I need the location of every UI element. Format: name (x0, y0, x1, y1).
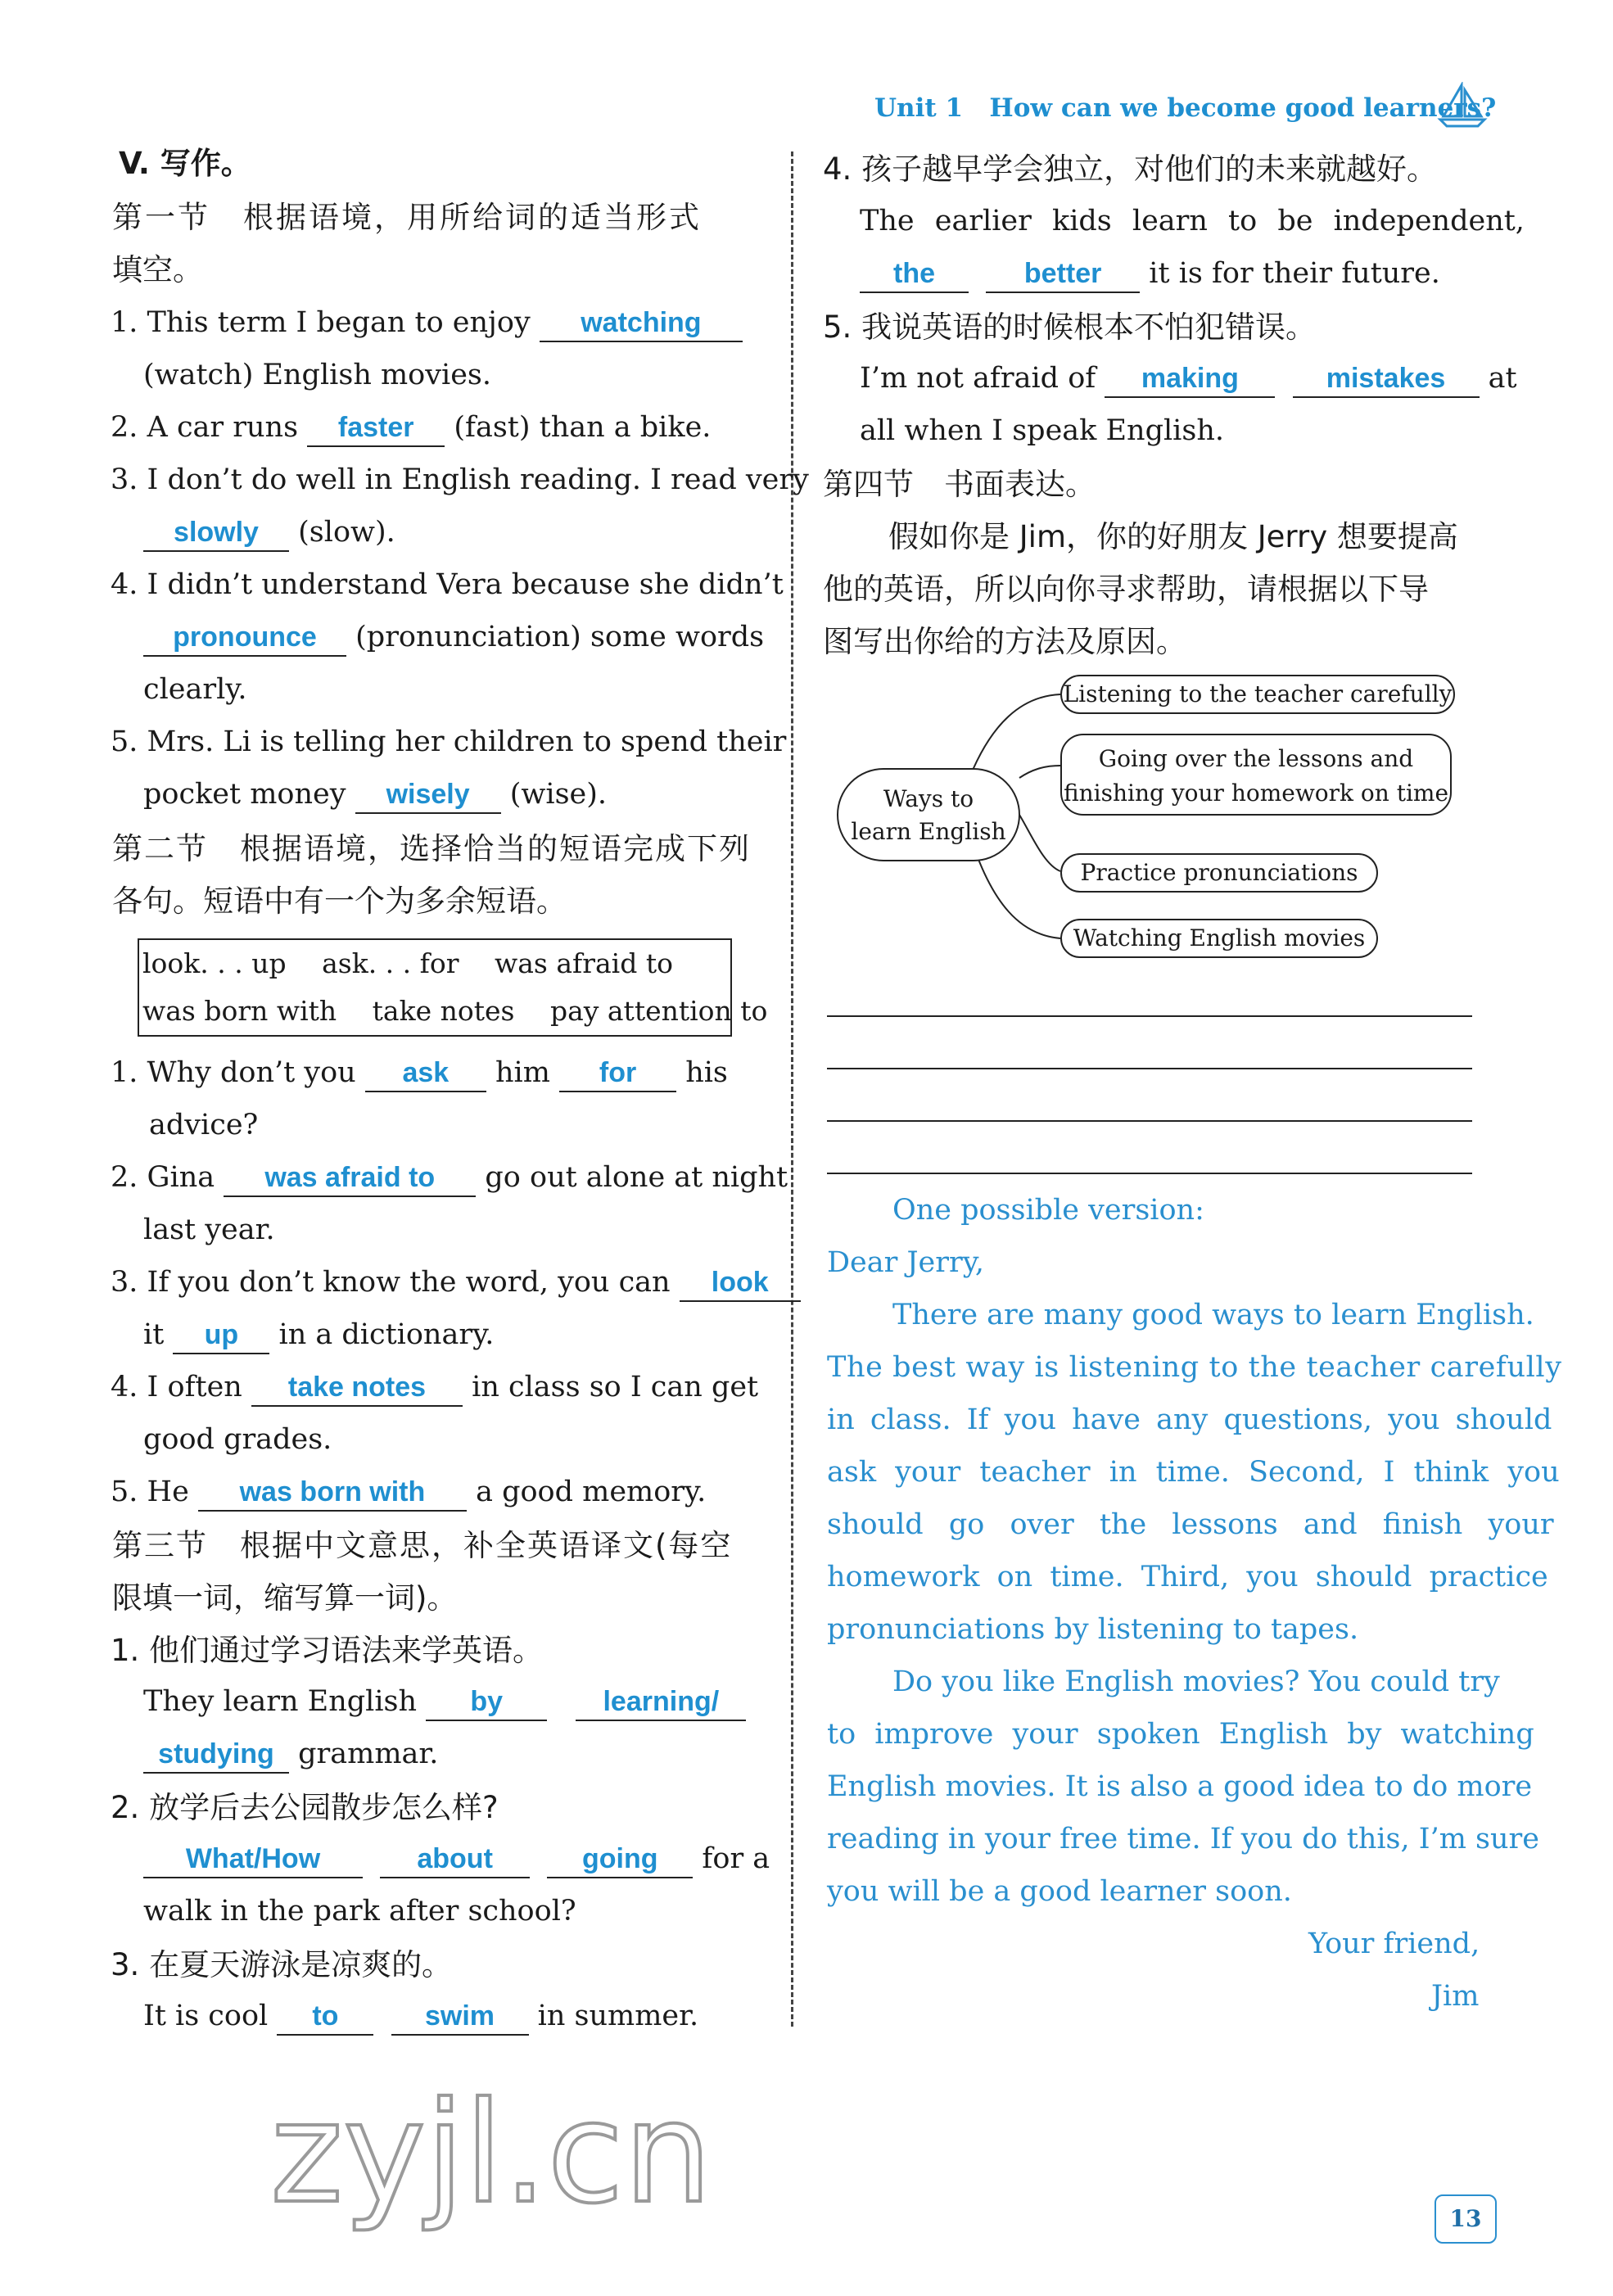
p2-q3-line1: 3. If you don’t know the word, you can look (111, 1258, 801, 1307)
unit-label: Unit 1 (874, 93, 964, 123)
answer-blank: What/How (143, 1841, 363, 1878)
watermark: zyjl.cn (270, 2072, 712, 2235)
essay-line: in class. If you have any questions, you should (827, 1403, 1552, 1436)
answer-blank: ask (365, 1055, 486, 1092)
p3-q4-cn: 4. 孩子越早学会独立，对他们的未来就越好。 (823, 151, 1438, 187)
answer-blank: wisely (355, 776, 501, 814)
part4-prompt-3: 图写出你给的方法及原因。 (823, 624, 1186, 659)
essay-line: There are many good ways to learn English. (892, 1299, 1534, 1331)
answer-blank: slowly (143, 514, 289, 552)
answer-blank: for (559, 1055, 676, 1092)
p1-q3-line1: 3. I don’t do well in English reading. I read very (111, 463, 809, 496)
section-title: V. 写作。 (119, 146, 251, 181)
p1-q2: 2. A car runs faster (fast) than a bike. (111, 403, 711, 452)
answer-blank: making (1105, 360, 1275, 398)
essay-line: reading in your free time. If you do this, I’m sure (827, 1823, 1539, 1855)
center-line-2: learn English (851, 818, 1006, 845)
answer-blank: studying (143, 1736, 289, 1774)
answer-blank: the (860, 255, 969, 293)
p3-q1-cn: 1. 他们通过学习语法来学英语。 (111, 1633, 544, 1668)
branch-2-line-1: Going over the lessons and (1098, 745, 1414, 772)
sailboat-icon (1437, 82, 1488, 129)
p3-q2-line2: walk in the park after school? (143, 1895, 576, 1928)
part3-title: 第三节 根据中文意思，补全英语译文(每空 (112, 1528, 733, 1563)
p3-q3-line1: It is cool to swim in summer. (143, 1991, 698, 2041)
column-divider (791, 151, 793, 2027)
answer-blank: going (547, 1841, 693, 1878)
mindmap-branch-4: Watching English movies (1060, 919, 1378, 958)
p2-q2-line1: 2. Gina was afraid to go out alone at night (111, 1153, 788, 1202)
part4-prompt-1: 假如你是 Jim，你的好朋友 Jerry 想要提高 (888, 519, 1458, 554)
answer-blank: to (277, 1998, 373, 2036)
p3-q1-line2: studying grammar. (143, 1729, 438, 1778)
essay-line: English movies. It is also a good idea to do more (827, 1770, 1533, 1803)
p2-q4-line1: 4. I often take notes in class so I can get (111, 1363, 758, 1412)
p3-q2-cn: 2. 放学后去公园散步怎么样? (111, 1790, 499, 1825)
answer-blank: faster (307, 409, 445, 447)
center-line-1: Ways to (883, 785, 974, 812)
phrase-row-2: was born with take notes pay attention to (142, 995, 768, 1027)
part4-title: 第四节 书面表达。 (823, 467, 1096, 502)
page-number: 13 (1435, 2194, 1497, 2244)
p1-q4-line1: 4. I didn’t understand Vera because she didn’t (111, 568, 784, 601)
p2-q1-line2: advice? (149, 1109, 259, 1141)
p3-q5-line1: I’m not afraid of making mistakes at (860, 354, 1517, 403)
answer-blank: up (173, 1317, 269, 1354)
writing-line (827, 1068, 1472, 1069)
p3-q5-line2: all when I speak English. (860, 414, 1225, 447)
answer-blank: by (426, 1684, 547, 1721)
branch-2-line-2: finishing your homework on time (1063, 780, 1449, 807)
part1-title: 第一节 根据语境，用所给词的适当形式 (112, 200, 702, 235)
essay-line: pronunciations by listening to tapes. (827, 1613, 1359, 1646)
mindmap-branch-2 (1060, 734, 1452, 816)
writing-line (827, 1015, 1472, 1017)
p3-q4-line1: The earlier kids learn to be independent, (860, 205, 1525, 237)
mindmap-branch-1: Listening to the teacher carefully (1060, 675, 1455, 714)
p2-q2-line2: last year. (143, 1214, 275, 1246)
writing-line (827, 1173, 1472, 1174)
essay-line: Dear Jerry, (827, 1246, 984, 1279)
answer-blank: was born with (198, 1474, 467, 1512)
p1-q1-line2: (watch) English movies. (143, 359, 492, 391)
p3-q2-line1: What/How about going for a (143, 1834, 770, 1883)
essay-line: Your friend, (1308, 1928, 1480, 1960)
p2-q3-line2: it up in a dictionary. (143, 1310, 494, 1359)
answer-blank: watching (540, 305, 743, 342)
phrase-box (138, 938, 768, 1037)
essay-line: Do you like English movies? You could try (892, 1666, 1500, 1698)
essay-line: should go over the lessons and finish your (827, 1508, 1554, 1541)
part1-title-cont: 填空。 (112, 252, 203, 287)
answer-blank: take notes (251, 1369, 463, 1407)
answer-blank: was afraid to (224, 1159, 476, 1197)
part2-title-cont: 各句。短语中有一个为多余短语。 (112, 884, 567, 919)
unit-title: How can we become good learners? (989, 93, 1497, 123)
p2-q5: 5. He was born with a good memory. (111, 1467, 706, 1516)
essay-line: ask your teacher in time. Second, I think you (827, 1456, 1560, 1489)
part2-title: 第二节 根据语境，选择恰当的短语完成下列 (112, 831, 751, 866)
p3-q5-cn: 5. 我说英语的时候根本不怕犯错误。 (823, 310, 1317, 345)
p1-q4-line3: clearly. (143, 673, 247, 706)
phrase-row-1: look. . . up ask. . . for was afraid to (142, 947, 673, 979)
essay-line: One possible version: (892, 1194, 1204, 1227)
essay-line: homework on time. Third, you should practice (827, 1561, 1548, 1593)
mindmap-branch-3: Practice pronunciations (1060, 853, 1378, 893)
p3-q3-cn: 3. 在夏天游泳是凉爽的。 (111, 1947, 453, 1982)
writing-line (827, 1120, 1472, 1122)
p1-q4-line2: pronounce (pronunciation) some words (143, 612, 764, 662)
part3-title-cont: 限填一词，缩写算一词)。 (112, 1580, 458, 1616)
p2-q4-line2: good grades. (143, 1423, 332, 1456)
answer-blank: look (680, 1264, 801, 1302)
p2-q1-line1: 1. Why don’t you ask him for his (111, 1048, 728, 1097)
p1-q3-line2: slowly (slow). (143, 508, 395, 557)
p3-q4-line2: the better it is for their future. (860, 249, 1440, 298)
answer-blank: mistakes (1293, 360, 1480, 398)
essay-line: you will be a good learner soon. (827, 1875, 1292, 1908)
answer-blank: better (986, 255, 1140, 293)
answer-blank: pronounce (143, 619, 346, 657)
essay-line: to improve your spoken English by watching (827, 1718, 1534, 1751)
answer-blank: about (380, 1841, 530, 1878)
part4-prompt-2: 他的英语，所以向你寻求帮助，请根据以下导 (823, 572, 1429, 607)
essay-line: Jim (1431, 1980, 1480, 2013)
p1-q5-line1: 5. Mrs. Li is telling her children to spend their (111, 725, 787, 758)
p1-q5-line2: pocket money wisely (wise). (143, 770, 607, 819)
p3-q1-line1: They learn English by learning/ (143, 1677, 746, 1726)
unit-header (874, 93, 1496, 123)
essay-line: The best way is listening to the teacher carefully (827, 1351, 1562, 1384)
p1-q1-line1: 1. This term I began to enjoy watching (111, 298, 743, 347)
answer-blank: learning/ (576, 1684, 746, 1721)
answer-blank: swim (391, 1998, 529, 2036)
mindmap-center (837, 768, 1020, 861)
